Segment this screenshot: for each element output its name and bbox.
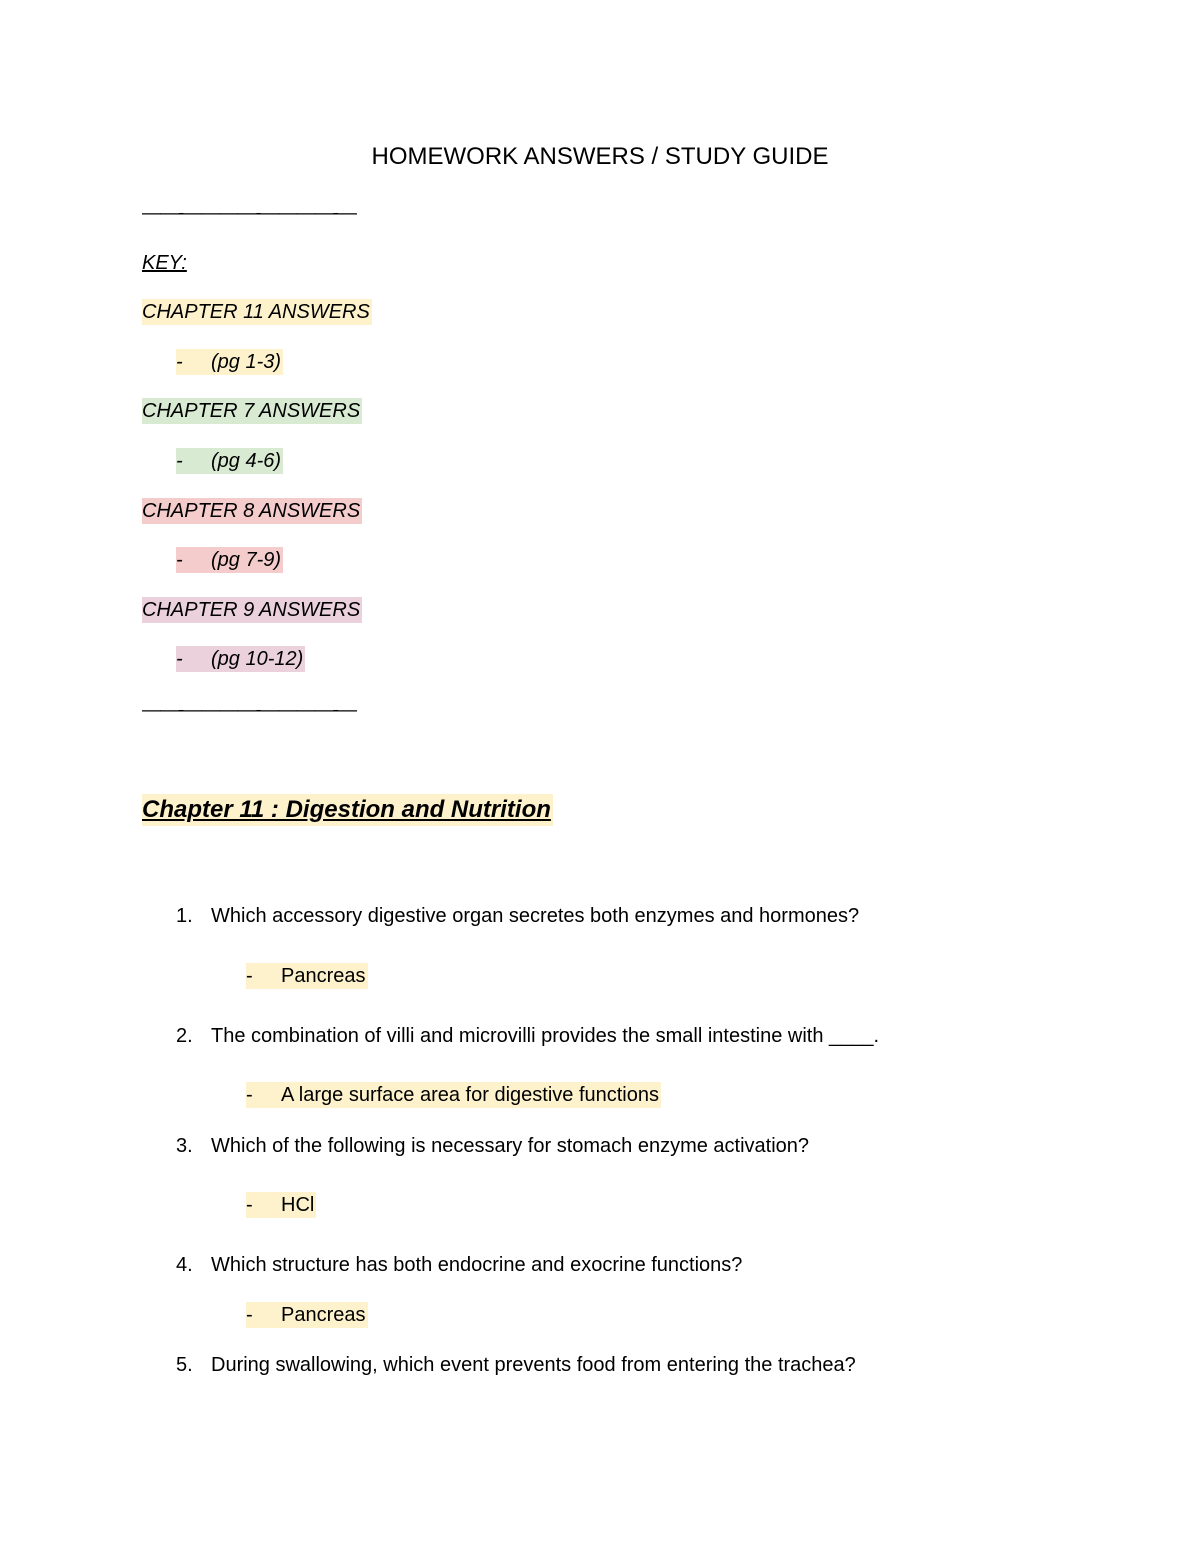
answer-3 xyxy=(246,1192,316,1218)
key-chapter-7: CHAPTER 7 ANSWERS xyxy=(142,400,361,422)
separator-top: ——-————-————-— xyxy=(142,203,356,224)
answer-text: HCl xyxy=(281,1194,315,1216)
list-dash: - xyxy=(246,1304,253,1326)
question-number: 2. xyxy=(176,1025,193,1047)
key-chapter-8: CHAPTER 8 ANSWERS xyxy=(142,500,361,522)
key-pages-chapter-8 xyxy=(176,547,283,573)
list-dash: - xyxy=(176,648,183,670)
question-text: During swallowing, which event prevents food from entering the trachea? xyxy=(211,1354,856,1376)
answer-text: Pancreas xyxy=(281,965,366,987)
key-label: KEY: xyxy=(142,252,187,274)
answer-text: A large surface area for digestive functions xyxy=(281,1084,659,1106)
page-range: (pg 10-12) xyxy=(211,648,304,670)
question-4 xyxy=(176,1252,742,1278)
key-pages-chapter-7 xyxy=(176,448,283,474)
key-chapter-11: CHAPTER 11 ANSWERS xyxy=(142,301,370,323)
answer-1 xyxy=(246,963,368,989)
page-range: (pg 4-6) xyxy=(211,450,282,472)
list-dash: - xyxy=(176,549,183,571)
page-range: (pg 7-9) xyxy=(211,549,282,571)
question-number: 5. xyxy=(176,1354,193,1376)
list-dash: - xyxy=(246,965,253,987)
page-range: (pg 1-3) xyxy=(211,351,282,373)
question-5 xyxy=(176,1352,856,1378)
answer-4 xyxy=(246,1302,368,1328)
question-text: The combination of villi and microvilli provides the small intestine with ____. xyxy=(211,1025,880,1047)
list-dash: - xyxy=(176,450,183,472)
separator-bottom: ——-————-————-— xyxy=(142,700,356,721)
key-pages-chapter-11 xyxy=(176,349,283,375)
answer-text: Pancreas xyxy=(281,1304,366,1326)
question-text: Which structure has both endocrine and exocrine functions? xyxy=(211,1254,743,1276)
question-text: Which accessory digestive organ secretes both enzymes and hormones? xyxy=(211,905,860,927)
question-1 xyxy=(176,903,859,929)
key-pages-chapter-9 xyxy=(176,646,305,672)
section-heading: Chapter 11 : Digestion and Nutrition xyxy=(142,794,553,826)
list-dash: - xyxy=(176,351,183,373)
list-dash: - xyxy=(246,1084,253,1106)
question-3 xyxy=(176,1133,809,1159)
question-2 xyxy=(176,1023,879,1049)
question-number: 3. xyxy=(176,1135,193,1157)
answer-2 xyxy=(246,1082,661,1108)
page-title: HOMEWORK ANSWERS / STUDY GUIDE xyxy=(371,143,829,170)
key-chapter-9: CHAPTER 9 ANSWERS xyxy=(142,599,361,621)
question-number: 1. xyxy=(176,905,193,927)
list-dash: - xyxy=(246,1194,253,1216)
question-text: Which of the following is necessary for stomach enzyme activation? xyxy=(211,1135,810,1157)
question-number: 4. xyxy=(176,1254,193,1276)
